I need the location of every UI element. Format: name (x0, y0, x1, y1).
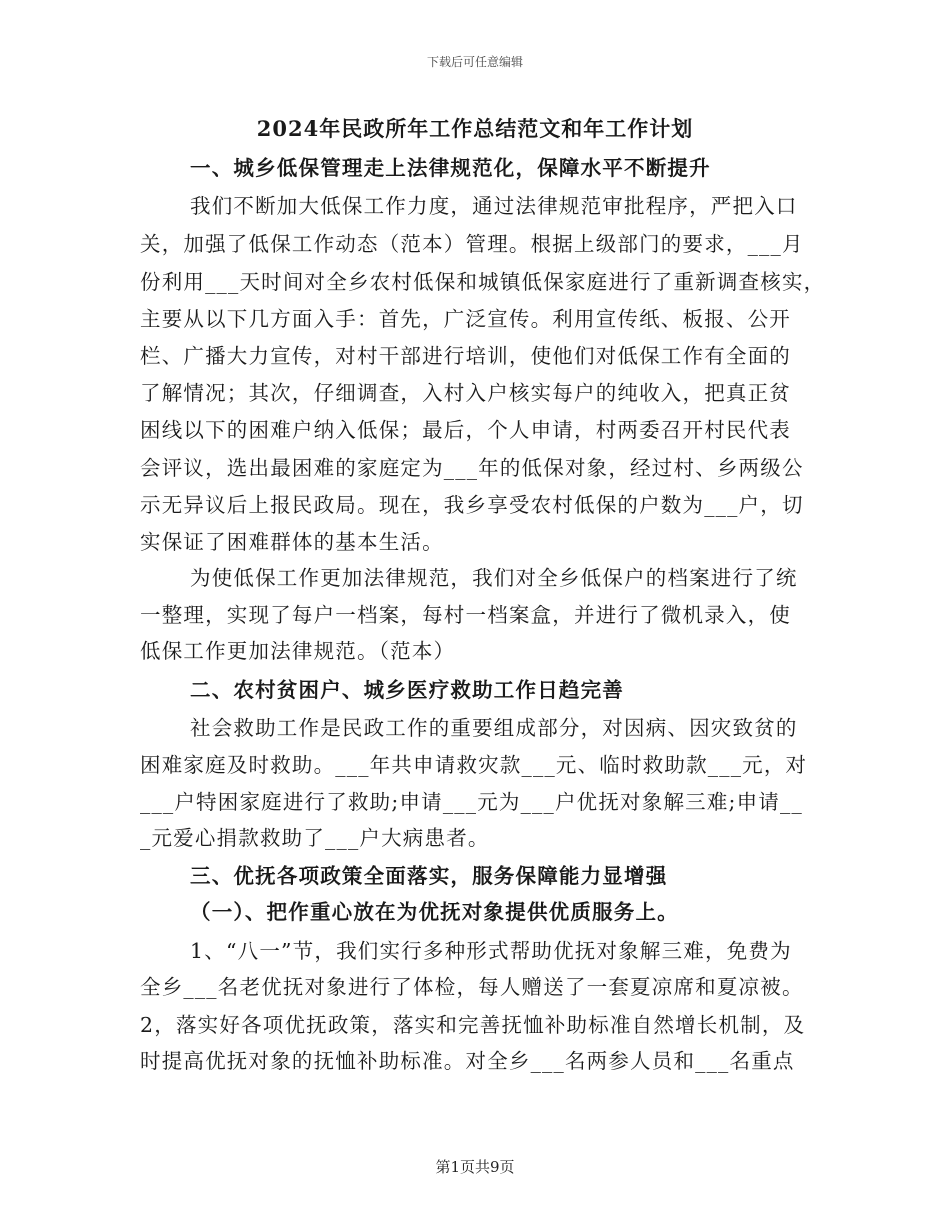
paragraph-line: 困难家庭及时救助。___年共申请救灾款___元、临时救助款___元，对 (140, 753, 808, 777)
paragraph-line: 示无异议后上报民政局。现在，我乡享受农村低保的户数为___户，切 (140, 493, 804, 517)
paragraph-line: 关，加强了低保工作动态（范本）管理。根据上级部门的要求，___月 (140, 232, 804, 256)
paragraph-line: 实保证了困难群体的基本生活。 (140, 530, 444, 554)
page-footer: 第1页共9页 (435, 1158, 515, 1176)
paragraph-line: 会评议，选出最困难的家庭定为___年的低保对象，经过村、乡两级公 (140, 456, 804, 480)
paragraph-line: 为使低保工作更加法律规范，我们对全乡低保户的档案进行了统 (190, 566, 798, 590)
subsection-heading: （一）、把作重心放在为优抚对象提供优质服务上。 (190, 900, 679, 924)
section-heading-1: 一、城乡低保管理走上法律规范化，保障水平不断提升 (190, 156, 711, 180)
paragraph-line: 份利用___天时间对全乡农村低保和城镇低保家庭进行了重新调查核实， (140, 270, 826, 294)
paragraph-line: 我们不断加大低保工作力度，通过法律规范审批程序，严把入口 (190, 194, 798, 218)
paragraph-line: 时提高优抚对象的抚恤补助标准。对全乡___名两参人员和___名重点 (140, 1049, 795, 1073)
paragraph-line: ___户特困家庭进行了救助;申请___元为___户优抚对象解三难;申请__ (140, 790, 803, 814)
paragraph-line: _元爱心捐款救助了___户大病患者。 (140, 826, 490, 850)
paragraph-line: 全乡___名老优抚对象进行了体检，每人赠送了一套夏凉席和夏凉被。 (140, 975, 804, 999)
paragraph-line: 1、“八一”节，我们实行多种形式帮助优抚对象解三难，免费为 (190, 939, 792, 963)
page-header: 下载后可任意编辑 (426, 55, 523, 69)
paragraph-line: 2，落实好各项优抚政策，落实和完善抚恤补助标准自然增长机制，及 (140, 1013, 806, 1037)
section-heading-2: 二、农村贫困户、城乡医疗救助工作日趋完善 (190, 678, 624, 702)
document-title: 2024年民政所年工作总结范文和年工作计划 (256, 116, 694, 141)
paragraph-line: 一整理，实现了每户一档案，每村一档案盒，并进行了微机录入，使 (140, 603, 791, 627)
section-heading-3: 三、优抚各项政策全面落实，服务保障能力显增强 (190, 864, 668, 888)
paragraph-line: 困线以下的困难户纳入低保；最后，个人申请，村两委召开村民代表 (140, 418, 791, 442)
paragraph-line: 栏、广播大力宣传，对村干部进行培训，使他们对低保工作有全面的 (140, 344, 791, 368)
paragraph-line: 了解情况；其次，仔细调查，入村入户核实每户的纯收入，把真正贫 (140, 381, 791, 405)
paragraph-line: 主要从以下几方面入手：首先，广泛宣传。利用宣传纸、板报、公开 (140, 307, 791, 331)
paragraph-line: 低保工作更加法律规范。（范本） (140, 639, 456, 663)
paragraph-line: 社会救助工作是民政工作的重要组成部分，对因病、因灾致贫的 (190, 716, 798, 740)
